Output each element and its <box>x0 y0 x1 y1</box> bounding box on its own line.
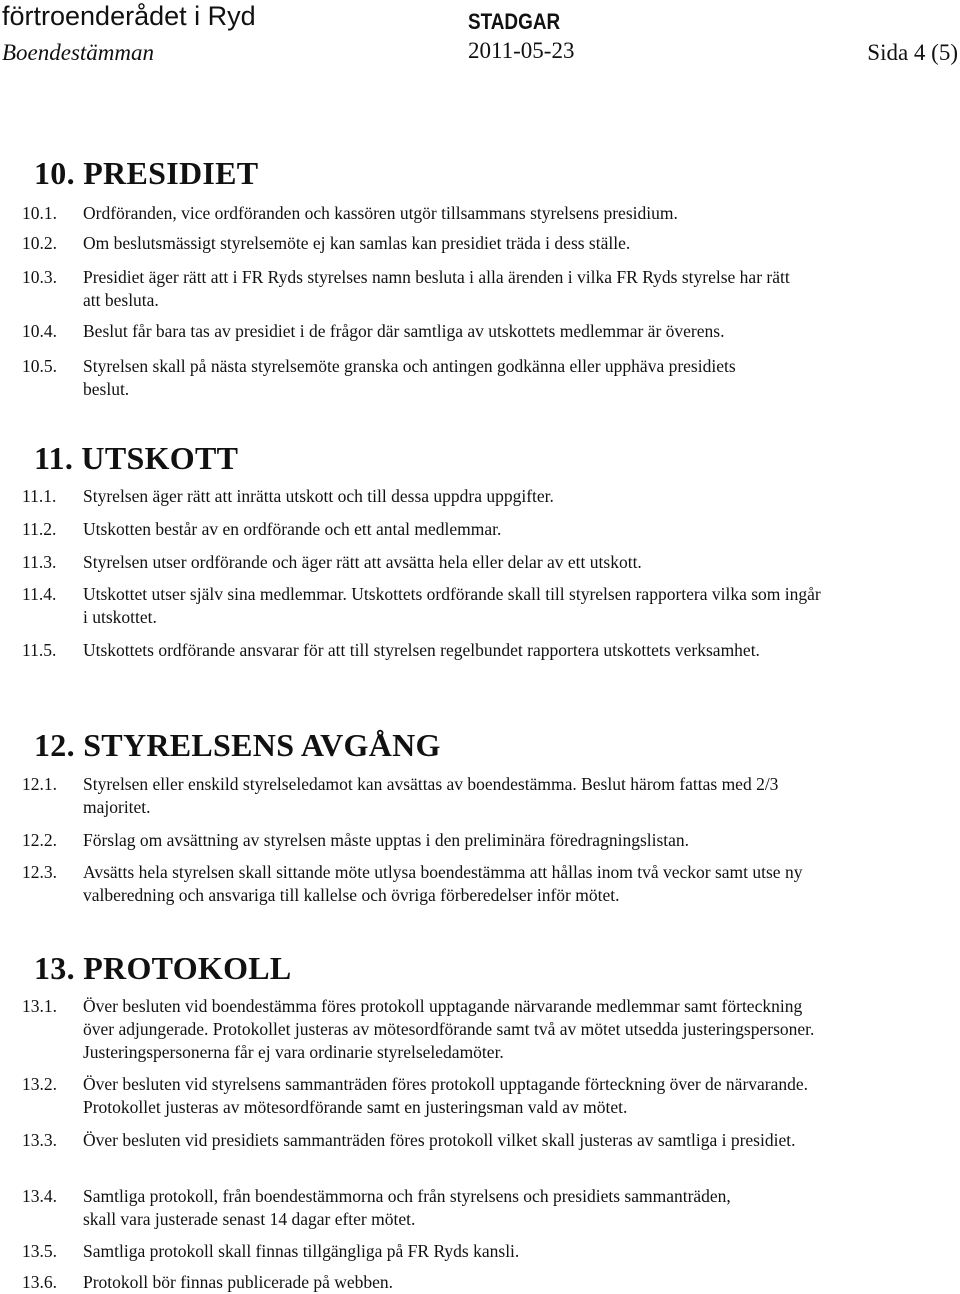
clause-text: Avsätts hela styrelsen skall sittande möte utlysa boendestämma att hållas inom två veckor samt utse ny valberedning och ansvariga till kallelse och övriga förberedelser inför mötet. <box>83 862 803 905</box>
clause-13-4 <box>22 1185 942 1231</box>
clause-text: Samtliga protokoll, från boendestämmorna och från styrelsens och presidiets sammanträden, skall vara justerade senast 14 dagar efter mötet. <box>83 1186 731 1229</box>
clause-11-1 <box>22 485 942 508</box>
clause-text: Ordföranden, vice ordföranden och kassören utgör tillsammans styrelsens presidium. <box>83 203 678 223</box>
clause-13-2 <box>22 1073 942 1119</box>
clause-text: Om beslutsmässigt styrelsemöte ej kan samlas kan presidiet träda i dess ställe. <box>83 233 631 253</box>
clause-text: Styrelsen eller enskild styrelseledamot kan avsättas av boendestämma. Beslut härom fattas med 2/3 majoritet. <box>83 774 779 817</box>
page-header <box>0 0 960 80</box>
clause-text: Styrelsen utser ordförande och äger rätt att avsätta hela eller delar av ett utskott. <box>83 552 642 572</box>
clause-text: Beslut får bara tas av presidiet i de frågor där samtliga av utskottets medlemmar är överens. <box>83 321 725 341</box>
clause-text: Samtliga protokoll skall finnas tillgängliga på FR Ryds kansli. <box>83 1241 520 1261</box>
clause-text: Utskottet utser själv sina medlemmar. Utskottets ordförande skall till styrelsen rapportera vilka som ingår i utskottet. <box>83 584 821 627</box>
clause-number: 13.3. <box>22 1130 57 1150</box>
clause-text: Protokoll bör finnas publicerade på webben. <box>83 1272 394 1292</box>
clause-number: 13.1. <box>22 996 57 1016</box>
clause-number: 12.3. <box>22 862 57 882</box>
clause-number: 11.2. <box>22 519 57 539</box>
clause-text: Förslag om avsättning av styrelsen måste upptas i den preliminära föredragningslistan. <box>83 830 690 850</box>
clause-text: Styrelsen äger rätt att inrätta utskott och till dessa uppdra uppgifter. <box>83 486 554 506</box>
clause-number: 10.3. <box>22 267 57 287</box>
clause-13-1 <box>22 995 942 1064</box>
clause-number: 11.4. <box>22 584 57 604</box>
page-number: Sida 4 (5) <box>867 40 958 65</box>
clause-text: Presidiet äger rätt att i FR Ryds styrelses namn besluta i alla ärenden i vilka FR Ryds styrelse har rätt att besluta. <box>83 267 790 310</box>
clause-11-3 <box>22 551 942 574</box>
clause-text: Utskotten består av en ordförande och ett antal medlemmar. <box>83 519 502 539</box>
clause-text: Utskottets ordförande ansvarar för att till styrelsen regelbundet rapportera utskottets verksamhet. <box>83 640 760 660</box>
clause-10-5 <box>22 355 942 401</box>
clause-number: 12.2. <box>22 830 57 850</box>
clause-number: 10.1. <box>22 203 57 223</box>
clause-number: 13.4. <box>22 1186 57 1206</box>
clause-12-3 <box>22 861 942 907</box>
clause-number: 10.5. <box>22 356 57 376</box>
clause-text: Över besluten vid boendestämma föres protokoll upptagande närvarande medlemmar samt förteckning över adjungerade. Protokollet justeras av mötesordförande samt två av mötet utsedda justeringspersoner. Justeringspersonerna får ej vara ordinarie styrelseledamöter. <box>83 996 815 1062</box>
organization-name: förtroenderådet i Ryd <box>2 1 256 31</box>
section-title-utskott: 11. UTSKOTT <box>34 440 239 476</box>
clause-12-1 <box>22 773 942 819</box>
clause-text: Över besluten vid presidiets sammanträden föres protokoll vilket skall justeras av samtliga i presidiet. <box>83 1130 796 1150</box>
clause-13-5 <box>22 1240 942 1263</box>
subtitle: Boendestämman <box>2 40 155 65</box>
clause-10-1 <box>22 202 942 225</box>
clause-number: 11.1. <box>22 486 57 506</box>
clause-10-3 <box>22 266 942 312</box>
clause-number: 10.2. <box>22 233 57 253</box>
clause-number: 10.4. <box>22 321 57 341</box>
clause-number: 13.5. <box>22 1241 57 1261</box>
clause-number: 11.3. <box>22 552 57 572</box>
clause-10-4 <box>22 320 942 343</box>
clause-11-4 <box>22 583 942 629</box>
section-title-styrelsens-avgang: 12. STYRELSENS AVGÅNG <box>34 727 441 763</box>
clause-number: 12.1. <box>22 774 57 794</box>
document-date: 2011-05-23 <box>468 38 575 63</box>
clause-10-2 <box>22 232 942 255</box>
clause-13-3 <box>22 1129 942 1152</box>
document-type: STADGAR <box>468 9 561 34</box>
section-title-protokoll: 13. PROTOKOLL <box>34 950 292 986</box>
clause-13-6 <box>22 1271 942 1294</box>
clause-text: Styrelsen skall på nästa styrelsemöte granska och antingen godkänna eller upphäva presidiets beslut. <box>83 356 736 399</box>
section-title-presidiet: 10. PRESIDIET <box>34 155 259 191</box>
clause-11-5 <box>22 639 942 662</box>
clause-11-2 <box>22 518 942 541</box>
clause-12-2 <box>22 829 942 852</box>
clause-number: 13.2. <box>22 1074 57 1094</box>
clause-number: 13.6. <box>22 1272 57 1292</box>
clause-text: Över besluten vid styrelsens sammanträden föres protokoll upptagande förteckning över de närvarande. Protokollet justeras av mötesordförande samt en justeringsman vald av mötet. <box>83 1074 809 1117</box>
clause-number: 11.5. <box>22 640 57 660</box>
